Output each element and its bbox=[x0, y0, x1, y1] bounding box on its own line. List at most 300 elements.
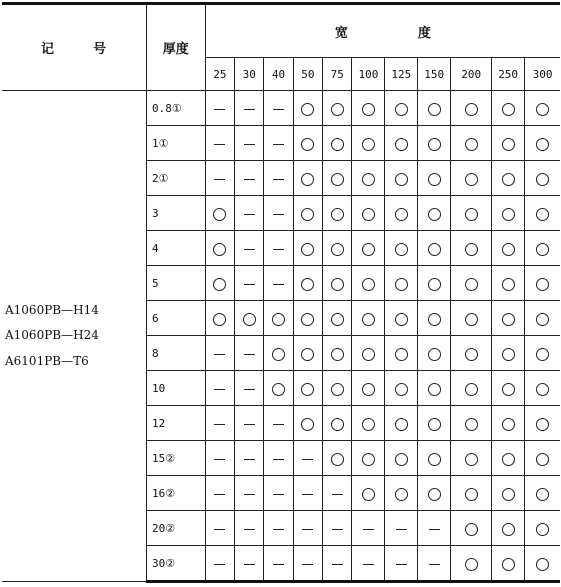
availability-cell bbox=[451, 301, 492, 336]
availability-cell bbox=[323, 336, 352, 371]
unavailable-dash-icon bbox=[214, 424, 225, 425]
availability-cell bbox=[492, 301, 525, 336]
availability-cell bbox=[451, 406, 492, 441]
available-circle-icon bbox=[502, 313, 515, 326]
width-header-cell: 100 bbox=[352, 58, 385, 91]
availability-cell bbox=[525, 406, 560, 441]
available-circle-icon bbox=[395, 348, 408, 361]
availability-cell bbox=[418, 231, 451, 266]
availability-cell bbox=[525, 161, 560, 196]
available-circle-icon bbox=[502, 103, 515, 116]
header-width-left: 宽 bbox=[334, 25, 348, 41]
availability-cell bbox=[235, 511, 264, 546]
available-circle-icon bbox=[502, 558, 515, 571]
available-circle-icon bbox=[213, 313, 226, 326]
available-circle-icon bbox=[331, 103, 344, 116]
availability-cell bbox=[385, 511, 418, 546]
availability-cell bbox=[323, 546, 352, 582]
available-circle-icon bbox=[213, 243, 226, 256]
available-circle-icon bbox=[536, 173, 549, 186]
unavailable-dash-icon bbox=[244, 284, 255, 285]
available-circle-icon bbox=[502, 208, 515, 221]
unavailable-dash-icon bbox=[244, 564, 255, 565]
availability-cell bbox=[525, 231, 560, 266]
availability-cell bbox=[293, 406, 322, 441]
available-circle-icon bbox=[362, 138, 375, 151]
unavailable-dash-icon bbox=[273, 249, 284, 250]
availability-cell bbox=[451, 91, 492, 126]
header-width-right: 度 bbox=[417, 25, 431, 41]
availability-cell bbox=[293, 301, 322, 336]
availability-cell bbox=[352, 196, 385, 231]
available-circle-icon bbox=[465, 173, 478, 186]
available-circle-icon bbox=[331, 383, 344, 396]
availability-cell bbox=[385, 336, 418, 371]
available-circle-icon bbox=[536, 103, 549, 116]
available-circle-icon bbox=[301, 313, 314, 326]
width-header-cell: 40 bbox=[264, 58, 293, 91]
unavailable-dash-icon bbox=[244, 214, 255, 215]
unavailable-dash-icon bbox=[244, 459, 255, 460]
availability-cell bbox=[323, 196, 352, 231]
unavailable-dash-icon bbox=[214, 459, 225, 460]
available-circle-icon bbox=[536, 488, 549, 501]
available-circle-icon bbox=[395, 243, 408, 256]
available-circle-icon bbox=[301, 418, 314, 431]
available-circle-icon bbox=[536, 383, 549, 396]
thickness-cell: 5 bbox=[146, 266, 205, 301]
availability-cell bbox=[525, 126, 560, 161]
availability-cell bbox=[451, 336, 492, 371]
unavailable-dash-icon bbox=[363, 529, 374, 530]
availability-cell bbox=[264, 406, 293, 441]
availability-cell bbox=[451, 196, 492, 231]
available-circle-icon bbox=[428, 313, 441, 326]
unavailable-dash-icon bbox=[214, 529, 225, 530]
availability-cell bbox=[385, 161, 418, 196]
availability-cell bbox=[385, 126, 418, 161]
availability-cell bbox=[492, 161, 525, 196]
thickness-cell: 6 bbox=[146, 301, 205, 336]
availability-cell bbox=[293, 476, 322, 511]
availability-cell bbox=[352, 161, 385, 196]
availability-cell bbox=[323, 301, 352, 336]
availability-cell bbox=[235, 406, 264, 441]
width-header-cell: 300 bbox=[525, 58, 560, 91]
availability-cell bbox=[352, 476, 385, 511]
thickness-cell: 16② bbox=[146, 476, 205, 511]
thickness-cell: 0.8① bbox=[146, 91, 205, 126]
unavailable-dash-icon bbox=[302, 459, 313, 460]
unavailable-dash-icon bbox=[273, 459, 284, 460]
availability-cell bbox=[323, 126, 352, 161]
available-circle-icon bbox=[331, 418, 344, 431]
unavailable-dash-icon bbox=[302, 529, 313, 530]
availability-cell bbox=[492, 266, 525, 301]
unavailable-dash-icon bbox=[273, 214, 284, 215]
availability-cell bbox=[451, 371, 492, 406]
availability-cell bbox=[293, 161, 322, 196]
availability-cell bbox=[235, 441, 264, 476]
availability-cell bbox=[525, 336, 560, 371]
width-header-cell: 50 bbox=[293, 58, 322, 91]
unavailable-dash-icon bbox=[244, 424, 255, 425]
available-circle-icon bbox=[465, 383, 478, 396]
availability-cell bbox=[492, 231, 525, 266]
availability-cell bbox=[323, 406, 352, 441]
width-header-cell: 30 bbox=[235, 58, 264, 91]
available-circle-icon bbox=[536, 313, 549, 326]
available-circle-icon bbox=[395, 488, 408, 501]
unavailable-dash-icon bbox=[244, 494, 255, 495]
width-header-cell: 125 bbox=[385, 58, 418, 91]
grade-name: A1060PB—H14 bbox=[5, 303, 99, 318]
available-circle-icon bbox=[465, 523, 478, 536]
available-circle-icon bbox=[331, 453, 344, 466]
availability-cell bbox=[293, 231, 322, 266]
availability-cell bbox=[352, 511, 385, 546]
unavailable-dash-icon bbox=[273, 564, 284, 565]
availability-cell bbox=[235, 336, 264, 371]
unavailable-dash-icon bbox=[273, 144, 284, 145]
availability-cell bbox=[235, 301, 264, 336]
availability-cell bbox=[385, 91, 418, 126]
availability-cell bbox=[205, 441, 234, 476]
availability-cell bbox=[352, 371, 385, 406]
availability-cell bbox=[235, 161, 264, 196]
available-circle-icon bbox=[362, 208, 375, 221]
availability-cell bbox=[323, 161, 352, 196]
availability-cell bbox=[525, 266, 560, 301]
unavailable-dash-icon bbox=[429, 529, 440, 530]
unavailable-dash-icon bbox=[244, 144, 255, 145]
available-circle-icon bbox=[502, 348, 515, 361]
available-circle-icon bbox=[331, 208, 344, 221]
unavailable-dash-icon bbox=[363, 564, 374, 565]
grade-cell bbox=[2, 91, 146, 582]
available-circle-icon bbox=[362, 243, 375, 256]
available-circle-icon bbox=[362, 313, 375, 326]
available-circle-icon bbox=[395, 138, 408, 151]
availability-cell bbox=[492, 371, 525, 406]
availability-cell bbox=[205, 511, 234, 546]
thickness-cell: 8 bbox=[146, 336, 205, 371]
available-circle-icon bbox=[502, 488, 515, 501]
availability-cell bbox=[525, 476, 560, 511]
availability-cell bbox=[264, 336, 293, 371]
availability-cell bbox=[235, 231, 264, 266]
availability-cell bbox=[451, 126, 492, 161]
availability-cell bbox=[492, 476, 525, 511]
width-header-cell: 250 bbox=[492, 58, 525, 91]
availability-cell bbox=[235, 196, 264, 231]
grade-name: A6101PB—T6 bbox=[5, 353, 89, 368]
available-circle-icon bbox=[428, 208, 441, 221]
available-circle-icon bbox=[465, 278, 478, 291]
availability-cell bbox=[205, 301, 234, 336]
available-circle-icon bbox=[395, 278, 408, 291]
availability-cell bbox=[264, 126, 293, 161]
availability-cell bbox=[205, 336, 234, 371]
available-circle-icon bbox=[428, 348, 441, 361]
width-header-cell: 75 bbox=[323, 58, 352, 91]
availability-cell bbox=[418, 546, 451, 582]
header-grade-left: 记 bbox=[40, 42, 55, 57]
availability-cell bbox=[293, 441, 322, 476]
available-circle-icon bbox=[395, 173, 408, 186]
available-circle-icon bbox=[395, 453, 408, 466]
unavailable-dash-icon bbox=[214, 109, 225, 110]
availability-cell bbox=[352, 336, 385, 371]
available-circle-icon bbox=[465, 103, 478, 116]
availability-cell bbox=[418, 441, 451, 476]
available-circle-icon bbox=[536, 278, 549, 291]
availability-cell bbox=[205, 546, 234, 582]
unavailable-dash-icon bbox=[302, 564, 313, 565]
availability-cell bbox=[451, 546, 492, 582]
unavailable-dash-icon bbox=[273, 424, 284, 425]
availability-cell bbox=[492, 336, 525, 371]
availability-cell bbox=[451, 231, 492, 266]
available-circle-icon bbox=[395, 313, 408, 326]
availability-cell bbox=[264, 266, 293, 301]
availability-cell bbox=[293, 91, 322, 126]
available-circle-icon bbox=[536, 418, 549, 431]
availability-cell bbox=[385, 266, 418, 301]
unavailable-dash-icon bbox=[244, 109, 255, 110]
available-circle-icon bbox=[502, 173, 515, 186]
unavailable-dash-icon bbox=[244, 389, 255, 390]
availability-cell bbox=[492, 511, 525, 546]
available-circle-icon bbox=[395, 418, 408, 431]
availability-cell bbox=[264, 371, 293, 406]
unavailable-dash-icon bbox=[244, 179, 255, 180]
availability-cell bbox=[352, 546, 385, 582]
unavailable-dash-icon bbox=[273, 529, 284, 530]
availability-cell bbox=[264, 301, 293, 336]
availability-cell bbox=[525, 511, 560, 546]
available-circle-icon bbox=[331, 138, 344, 151]
availability-cell bbox=[525, 196, 560, 231]
available-circle-icon bbox=[331, 348, 344, 361]
unavailable-dash-icon bbox=[429, 564, 440, 565]
availability-cell bbox=[352, 266, 385, 301]
available-circle-icon bbox=[362, 418, 375, 431]
available-circle-icon bbox=[301, 383, 314, 396]
availability-cell bbox=[205, 126, 234, 161]
availability-cell bbox=[451, 161, 492, 196]
availability-cell bbox=[418, 301, 451, 336]
availability-cell bbox=[352, 126, 385, 161]
available-circle-icon bbox=[502, 523, 515, 536]
unavailable-dash-icon bbox=[214, 144, 225, 145]
available-circle-icon bbox=[428, 383, 441, 396]
availability-cell bbox=[205, 371, 234, 406]
available-circle-icon bbox=[213, 208, 226, 221]
available-circle-icon bbox=[362, 383, 375, 396]
availability-cell bbox=[293, 546, 322, 582]
available-circle-icon bbox=[428, 278, 441, 291]
available-circle-icon bbox=[502, 383, 515, 396]
available-circle-icon bbox=[428, 453, 441, 466]
availability-cell bbox=[293, 126, 322, 161]
availability-cell bbox=[492, 441, 525, 476]
thickness-cell: 1① bbox=[146, 126, 205, 161]
availability-cell bbox=[235, 476, 264, 511]
availability-cell bbox=[264, 161, 293, 196]
available-circle-icon bbox=[536, 523, 549, 536]
availability-cell bbox=[293, 266, 322, 301]
thickness-cell: 20② bbox=[146, 511, 205, 546]
availability-cell bbox=[385, 546, 418, 582]
available-circle-icon bbox=[331, 313, 344, 326]
availability-cell bbox=[525, 546, 560, 582]
availability-cell bbox=[418, 126, 451, 161]
availability-cell bbox=[293, 336, 322, 371]
availability-cell bbox=[418, 91, 451, 126]
available-circle-icon bbox=[465, 138, 478, 151]
available-circle-icon bbox=[536, 243, 549, 256]
available-circle-icon bbox=[213, 278, 226, 291]
available-circle-icon bbox=[362, 453, 375, 466]
available-circle-icon bbox=[428, 488, 441, 501]
unavailable-dash-icon bbox=[332, 529, 343, 530]
availability-cell bbox=[205, 161, 234, 196]
available-circle-icon bbox=[243, 313, 256, 326]
available-circle-icon bbox=[428, 418, 441, 431]
available-circle-icon bbox=[502, 243, 515, 256]
available-circle-icon bbox=[465, 208, 478, 221]
availability-cell bbox=[418, 266, 451, 301]
unavailable-dash-icon bbox=[214, 354, 225, 355]
thickness-cell: 4 bbox=[146, 231, 205, 266]
unavailable-dash-icon bbox=[302, 494, 313, 495]
available-circle-icon bbox=[536, 558, 549, 571]
availability-cell bbox=[235, 266, 264, 301]
available-circle-icon bbox=[362, 103, 375, 116]
availability-cell bbox=[323, 91, 352, 126]
availability-cell bbox=[525, 441, 560, 476]
available-circle-icon bbox=[502, 278, 515, 291]
unavailable-dash-icon bbox=[244, 249, 255, 250]
availability-cell bbox=[525, 371, 560, 406]
unavailable-dash-icon bbox=[396, 564, 407, 565]
available-circle-icon bbox=[502, 453, 515, 466]
availability-cell bbox=[205, 266, 234, 301]
availability-cell bbox=[492, 126, 525, 161]
availability-cell bbox=[205, 406, 234, 441]
availability-cell bbox=[235, 371, 264, 406]
available-circle-icon bbox=[395, 383, 408, 396]
availability-cell bbox=[205, 476, 234, 511]
unavailable-dash-icon bbox=[273, 179, 284, 180]
available-circle-icon bbox=[428, 173, 441, 186]
availability-cell bbox=[418, 371, 451, 406]
availability-cell bbox=[385, 371, 418, 406]
availability-cell bbox=[492, 406, 525, 441]
available-circle-icon bbox=[362, 278, 375, 291]
availability-cell bbox=[418, 161, 451, 196]
available-circle-icon bbox=[272, 313, 285, 326]
available-circle-icon bbox=[536, 208, 549, 221]
thickness-cell: 3 bbox=[146, 196, 205, 231]
available-circle-icon bbox=[502, 138, 515, 151]
width-header-cell: 25 bbox=[205, 58, 234, 91]
availability-cell bbox=[352, 406, 385, 441]
header-grade-right: 号 bbox=[92, 42, 107, 57]
available-circle-icon bbox=[465, 243, 478, 256]
header-grade bbox=[2, 4, 146, 91]
availability-cell bbox=[451, 441, 492, 476]
available-circle-icon bbox=[301, 278, 314, 291]
available-circle-icon bbox=[395, 103, 408, 116]
width-header-cell: 150 bbox=[418, 58, 451, 91]
availability-cell bbox=[492, 546, 525, 582]
availability-cell bbox=[235, 126, 264, 161]
available-circle-icon bbox=[301, 348, 314, 361]
available-circle-icon bbox=[301, 173, 314, 186]
availability-cell bbox=[418, 406, 451, 441]
header-thickness: 厚度 bbox=[146, 4, 205, 91]
available-circle-icon bbox=[301, 138, 314, 151]
available-circle-icon bbox=[465, 558, 478, 571]
available-circle-icon bbox=[465, 418, 478, 431]
availability-cell bbox=[293, 371, 322, 406]
availability-cell bbox=[323, 441, 352, 476]
thickness-cell: 30② bbox=[146, 546, 205, 582]
availability-cell bbox=[352, 231, 385, 266]
available-circle-icon bbox=[465, 313, 478, 326]
thickness-cell: 2① bbox=[146, 161, 205, 196]
available-circle-icon bbox=[272, 383, 285, 396]
unavailable-dash-icon bbox=[273, 494, 284, 495]
grade-name: A1060PB—H24 bbox=[5, 328, 99, 343]
availability-cell bbox=[323, 231, 352, 266]
availability-cell bbox=[264, 546, 293, 582]
availability-cell bbox=[451, 266, 492, 301]
unavailable-dash-icon bbox=[273, 284, 284, 285]
availability-cell bbox=[418, 336, 451, 371]
available-circle-icon bbox=[465, 453, 478, 466]
unavailable-dash-icon bbox=[244, 529, 255, 530]
available-circle-icon bbox=[536, 138, 549, 151]
thickness-cell: 15② bbox=[146, 441, 205, 476]
unavailable-dash-icon bbox=[273, 109, 284, 110]
available-circle-icon bbox=[301, 208, 314, 221]
available-circle-icon bbox=[536, 453, 549, 466]
availability-cell bbox=[352, 91, 385, 126]
availability-cell bbox=[264, 231, 293, 266]
plate-size-table bbox=[2, 2, 560, 583]
availability-cell bbox=[323, 476, 352, 511]
unavailable-dash-icon bbox=[214, 564, 225, 565]
availability-cell bbox=[418, 196, 451, 231]
availability-cell bbox=[385, 301, 418, 336]
available-circle-icon bbox=[301, 103, 314, 116]
available-circle-icon bbox=[395, 208, 408, 221]
availability-cell bbox=[293, 511, 322, 546]
availability-cell bbox=[293, 196, 322, 231]
availability-cell bbox=[323, 371, 352, 406]
unavailable-dash-icon bbox=[214, 494, 225, 495]
availability-cell bbox=[352, 441, 385, 476]
available-circle-icon bbox=[536, 348, 549, 361]
availability-cell bbox=[525, 91, 560, 126]
availability-cell bbox=[418, 511, 451, 546]
availability-cell bbox=[264, 441, 293, 476]
unavailable-dash-icon bbox=[332, 564, 343, 565]
availability-cell bbox=[323, 511, 352, 546]
